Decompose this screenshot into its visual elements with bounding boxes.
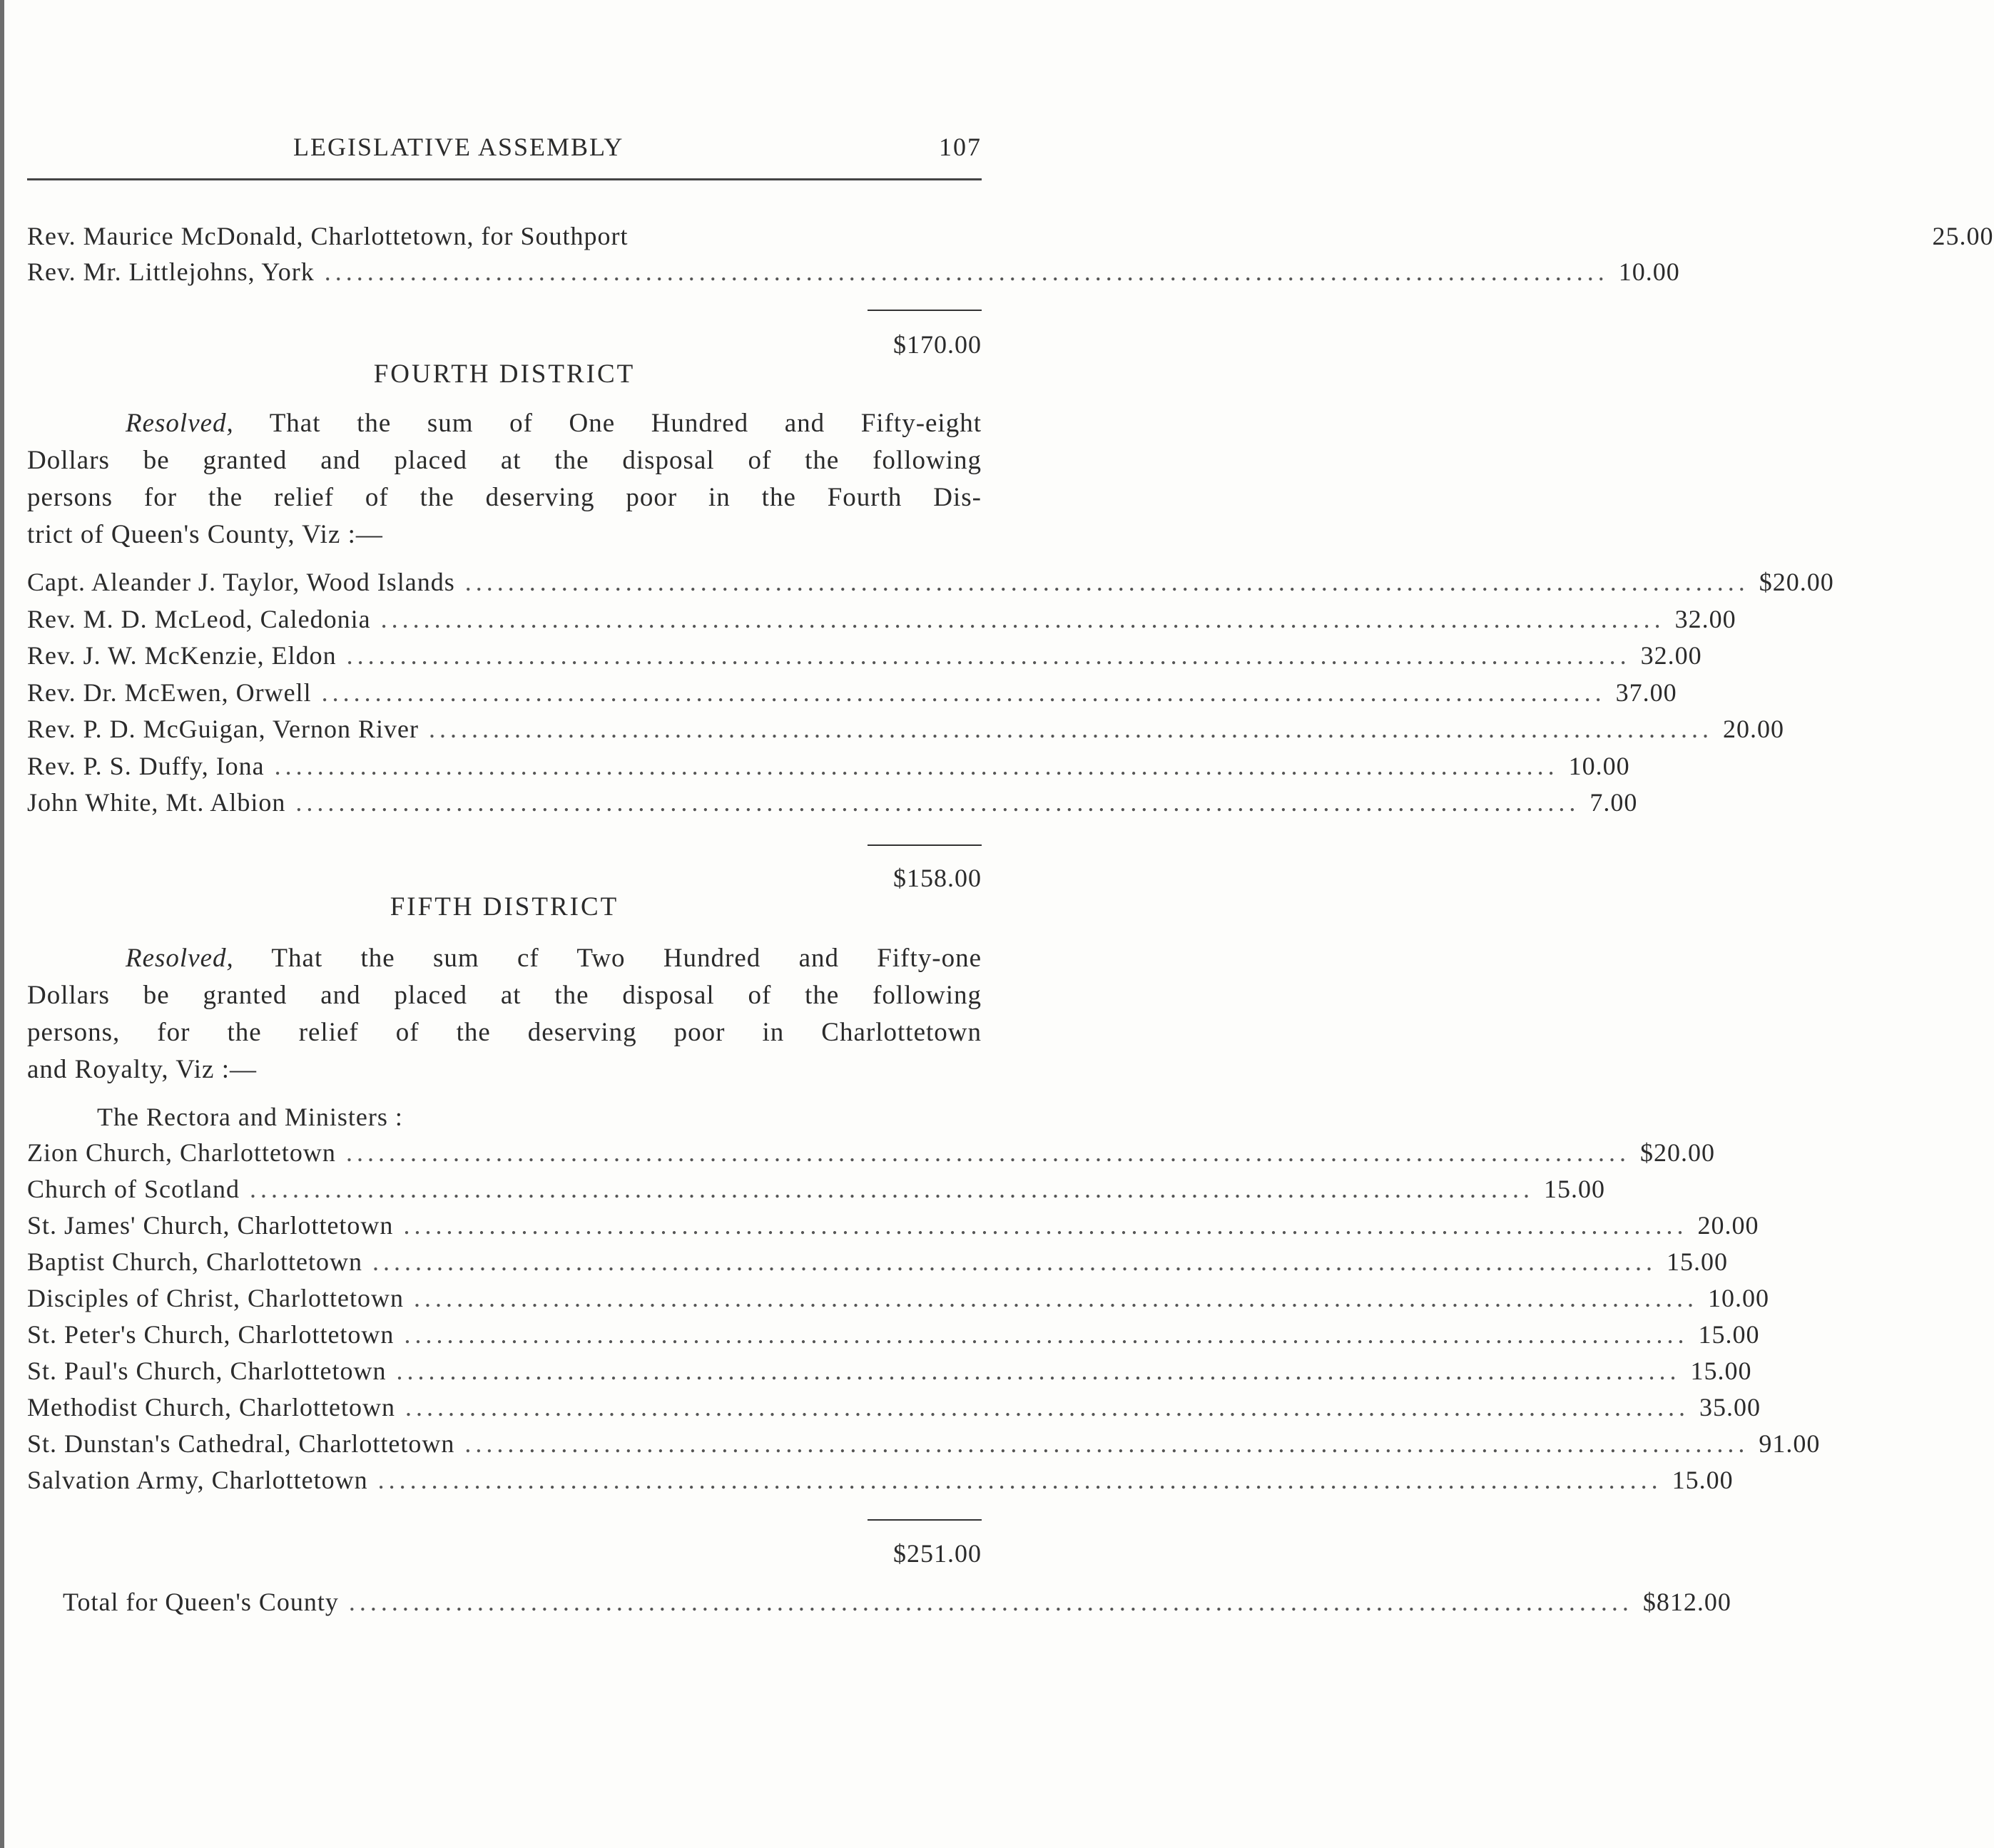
list-item <box>27 1319 1760 1357</box>
payee-label: Rev. Maurice McDonald, Charlottetown, for Southport <box>27 222 629 250</box>
resolution-paragraph <box>27 405 982 553</box>
list-item <box>27 1283 1769 1320</box>
amount-value: 15.00 <box>1666 1247 1728 1276</box>
list-item <box>27 678 1677 715</box>
list-item <box>27 1356 1752 1393</box>
list-item <box>27 640 1702 678</box>
paragraph-line: and Royalty, Viz :— <box>27 1055 257 1084</box>
amount-value: 91.00 <box>1759 1429 1821 1458</box>
list-item <box>27 567 1834 604</box>
subtotal-rule <box>868 844 982 846</box>
dot-leader: ........................................................................................................................ <box>405 1393 1689 1421</box>
amount <box>1639 1138 1715 1168</box>
payee-label: Church of Scotland <box>27 1175 240 1203</box>
amount <box>1708 1283 1769 1313</box>
list-item <box>27 714 1784 751</box>
dot-leader: ........................................................................................................................ <box>464 568 1749 596</box>
amount <box>1698 1319 1759 1349</box>
list-item <box>27 1392 1761 1429</box>
payee-label: St. Dunstan's Cathedral, Charlottetown <box>27 1429 455 1458</box>
header-title: LEGISLATIVE ASSEMBLY <box>293 133 624 161</box>
amount-value: 15.00 <box>1698 1320 1760 1349</box>
amount <box>1759 567 1834 597</box>
dot-leader: ........................................................................................................................ <box>380 604 1665 633</box>
dot-leader: ........................................................................................................................ <box>321 678 1606 707</box>
page-number: 107 <box>939 133 982 161</box>
amount <box>1544 1174 1605 1204</box>
dot-leader: ........................................................................................................................ <box>324 257 1609 286</box>
payee-label: Methodist Church, Charlottetown <box>27 1393 395 1421</box>
amount <box>1641 640 1702 670</box>
resolution-paragraph <box>27 940 982 1088</box>
amount <box>1616 678 1677 708</box>
list-item <box>27 221 1994 258</box>
district-subtotal: $251.00 <box>893 1539 982 1568</box>
header-rule <box>27 178 982 180</box>
total-row <box>63 1587 1731 1624</box>
amount <box>1690 1356 1751 1386</box>
list-item <box>27 1210 1759 1247</box>
list-item <box>27 751 1630 788</box>
district-heading: FIFTH DISTRICT <box>390 892 619 922</box>
amount <box>1699 1392 1761 1422</box>
dot-leader: ........................................................................................................................ <box>274 751 1559 780</box>
amount-value: 20.00 <box>1697 1211 1759 1240</box>
amount <box>1569 751 1630 781</box>
amount: 25.00 <box>1932 222 1994 250</box>
payee-label: Rev. Dr. McEwen, Orwell <box>27 678 312 707</box>
dot-leader: ........................................................................................................................ <box>428 715 1713 743</box>
payee-label: Baptist Church, Charlottetown <box>27 1247 362 1276</box>
dot-leader: ........................................................................................................................ <box>377 1466 1662 1494</box>
dot-leader: ........................................................................................................................ <box>413 1284 1698 1312</box>
payee-label: St. Paul's Church, Charlottetown <box>27 1357 387 1385</box>
subtotal-rule <box>868 1519 982 1521</box>
payee-label: Rev. P. D. McGuigan, Vernon River <box>27 715 419 743</box>
district-heading: FOURTH DISTRICT <box>373 359 636 389</box>
district-subtotal: $170.00 <box>893 330 982 359</box>
paragraph-line: Dollars be granted and placed at the disposal of the following <box>27 446 982 475</box>
amount-value: 32.00 <box>1674 604 1736 633</box>
payee-label: John White, Mt. Albion <box>27 788 286 817</box>
amount-value: 20.00 <box>1653 1138 1715 1167</box>
running-header <box>27 132 982 166</box>
amount-value: 7.00 <box>1589 788 1638 817</box>
dot-leader: ........................................................................................................................ <box>396 1357 1681 1385</box>
amount <box>1672 1465 1734 1495</box>
subtotal-rule <box>868 310 982 311</box>
payee-label: Salvation Army, Charlottetown <box>27 1466 368 1494</box>
paragraph-line: Resolved, That the sum of One Hundred and Fifty-eight <box>126 409 982 438</box>
amount-value: 32.00 <box>1640 641 1702 670</box>
paragraph-line: persons, for the relief of the deserving poor in Charlottetown <box>27 1018 982 1047</box>
amount <box>1589 787 1637 817</box>
list-item <box>27 1465 1734 1502</box>
amount-value: 15.00 <box>1690 1357 1752 1385</box>
amount <box>1667 1247 1728 1277</box>
dot-leader: ........................................................................................................................ <box>404 1320 1689 1349</box>
amount <box>1723 714 1784 744</box>
paragraph-line: persons for the relief of the deserving poor in the Fourth Dis- <box>27 483 982 512</box>
list-item <box>27 1174 1605 1211</box>
recipients-intro: The Rectora and Ministers : <box>97 1103 403 1131</box>
dot-leader: ........................................................................................................................ <box>403 1211 1688 1240</box>
amount-value: 10.00 <box>1707 1284 1769 1312</box>
payee-label: Rev. Mr. Littlejohns, York <box>27 257 315 286</box>
payee-label: Disciples of Christ, Charlottetown <box>27 1284 404 1312</box>
dollar-sign: $ <box>1759 568 1773 596</box>
payee-label: Zion Church, Charlottetown <box>27 1138 336 1167</box>
dot-leader: ........................................................................................................................ <box>464 1429 1749 1458</box>
resolved-word: Resolved, <box>126 944 234 973</box>
amount <box>1675 604 1736 634</box>
amount-value: 10.00 <box>1568 751 1630 780</box>
dot-leader: ........................................................................................................................ <box>295 788 1580 817</box>
dot-leader: ........................................................................................................................ <box>346 641 1631 670</box>
amount <box>1759 1429 1820 1459</box>
dot-leader: ........................................................................................................................ <box>249 1175 1534 1203</box>
paragraph-line: Resolved, That the sum cf Two Hundred and Fifty-one <box>126 944 982 973</box>
amount-value: 15.00 <box>1543 1175 1605 1203</box>
dot-leader: ........................................................................................................................ <box>348 1588 1633 1616</box>
list-item <box>27 257 1680 294</box>
total-amount: $812.00 <box>1642 1588 1731 1616</box>
dot-leader: ........................................................................................................................ <box>345 1138 1630 1167</box>
payee-label: Rev. P. S. Duffy, Iona <box>27 751 265 780</box>
payee-label: Rev. J. W. McKenzie, Eldon <box>27 641 337 670</box>
list-item <box>27 787 1638 825</box>
list-item <box>27 1429 1821 1466</box>
payee-label: St. Peter's Church, Charlottetown <box>27 1320 395 1349</box>
list-item <box>27 604 1736 641</box>
resolved-word: Resolved, <box>126 409 234 438</box>
amount-value: 35.00 <box>1699 1393 1761 1421</box>
district-subtotal: $158.00 <box>893 864 982 892</box>
paragraph-line: Dollars be granted and placed at the disposal of the following <box>27 981 982 1010</box>
amount <box>1697 1210 1759 1240</box>
list-item <box>27 1138 1715 1175</box>
amount-value: 37.00 <box>1615 678 1677 707</box>
payee-label: Capt. Aleander J. Taylor, Wood Islands <box>27 568 455 596</box>
amount-value: 15.00 <box>1672 1466 1734 1494</box>
payee-label: Rev. M. D. McLeod, Caledonia <box>27 604 371 633</box>
dot-leader: ........................................................................................................................ <box>372 1247 1657 1276</box>
total-label: Total for Queen's County <box>63 1588 339 1616</box>
payee-label: St. James' Church, Charlottetown <box>27 1211 394 1240</box>
dollar-sign: $ <box>1639 1138 1654 1167</box>
list-item <box>27 1247 1728 1284</box>
amount-value: 20.00 <box>1772 568 1834 596</box>
amount-value: 20.00 <box>1722 715 1784 743</box>
amount: 10.00 <box>1618 257 1680 286</box>
paragraph-line: trict of Queen's County, Viz :— <box>27 520 383 549</box>
